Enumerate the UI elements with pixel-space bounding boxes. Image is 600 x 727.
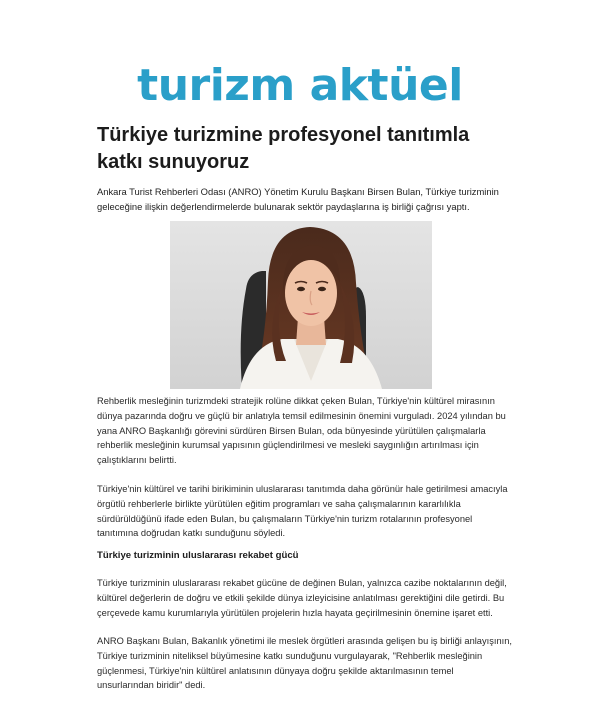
site-logo[interactable]: turizm aktüel: [137, 60, 463, 111]
article-subheading: Türkiye turizminin uluslararası rekabet gücü: [97, 550, 299, 561]
portrait-illustration: [170, 221, 432, 389]
article-photo: [170, 221, 432, 389]
article-paragraph: ANRO Başkanı Bulan, Bakanlık yönetimi ile meslek örgütleri arasında gelişen bu iş birliği anlayışının, Türkiye turizminin niteliksel büyümesine katkı sunduğunu vurgulayarak, "Rehberlik mesleğinin güçlenmesi, Türkiye'nin kültürel anlatısının dünyaya doğru şekilde aktarılmasının temel unsurlarından biridir" dedi.: [97, 636, 512, 691]
article-paragraph: Türkiye'nin kültürel ve tarihi birikiminin uluslararası tanıtımda daha görünür hale getirilmesi amacıyla örgütlü rehberlerle birlikte yürütülen eğitim programları ve saha çalışmalarının kararlılıkla sürdürüldüğünü ifade eden Bulan, bu çalışmaların Türkiye'nin turizm rotalarının profesyonel tanıtımına doğrudan katkı sunduğunu söyledi.: [97, 484, 508, 539]
article-paragraph: Türkiye turizminin uluslararası rekabet gücüne de değinen Bulan, yalnızca cazibe noktalarının değil, kültürel değerlerin de doğru ve etkili şekilde dünya izleyicisine anlatılması gerektiğini dile getirdi. Bu çerçevede kamu kurumlarıyla yürütülen projelerin hızla hayata geçirilmesinin önemine işaret etti.: [97, 578, 507, 618]
article-lead: Ankara Turist Rehberleri Odası (ANRO) Yönetim Kurulu Başkanı Birsen Bulan, Türkiye turizminin geleceğine ilişkin değerlendirmelerde bulunarak sektör paydaşlarına iş birliği çağrısı yaptı.: [97, 186, 499, 212]
article-title: Türkiye turizmine profesyonel tanıtımla katkı sunuyoruz: [97, 124, 470, 173]
article-paragraph: Rehberlik mesleğinin turizmdeki stratejik rolüne dikkat çeken Bulan, Türkiye'nin kültürel mirasının dünya pazarında doğru ve güçlü bir anlatıyla temsil edilmesinin önemini vurguladı. 2024 yılından bu yana ANRO Başkanlığı görevini sürdüren Birsen Bulan, oda bünyesinde yürütülen çalışmalarla rehberlik mesleğinin kurumsal yapısının güçlendirilmesi ve mesleki saygınlığın artırılması için çalıştıklarını belirtti.: [97, 396, 506, 466]
